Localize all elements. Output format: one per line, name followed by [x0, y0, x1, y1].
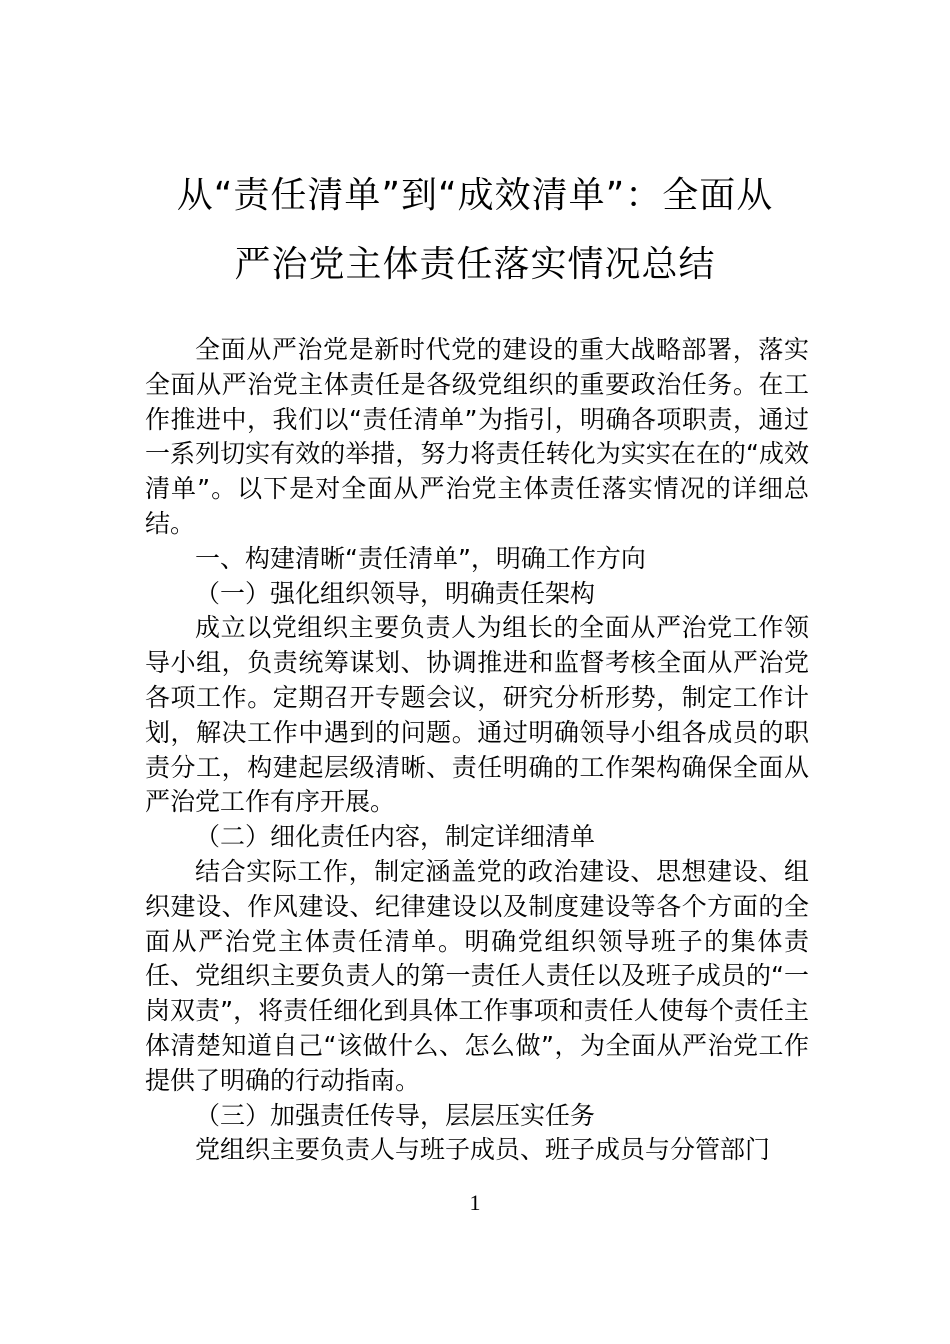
page-number: 1	[469, 1190, 481, 1215]
section-heading-1: 一、构建清晰“责任清单”，明确工作方向	[195, 543, 646, 573]
body-paragraph: 成立以党组织主要负责人为组长的全面从严治党工作领导小组，负责统筹谋划、协调推进和监督考核全面从严治党各项工作。定期召开专题会议，研究分析形势，制定工作计划，解决工作中遇到的问题。通过明确领导小组各成员的职责分工，构建起层级清晰、责任明确的工作架构确保全面从严治党工作有序开展。	[145, 613, 809, 817]
body-paragraph: 党组织主要负责人与班子成员、班子成员与分管部门	[195, 1135, 771, 1165]
body-paragraph: 结合实际工作，制定涵盖党的政治建设、思想建设、组织建设、作风建设、纪律建设以及制度建设等各个方面的全面从严治党主体责任清单。明确党组织领导班子的集体责任、党组织主要负责人的第一责任人责任以及班子成员的“一岗双责”，将责任细化到具体工作事项和责任人使每个责任主体清楚知道自己“该做什么、怎么做”，为全面从严治党工作提供了明确的行动指南。	[145, 856, 809, 1095]
subsection-heading-1: （一）强化组织领导，明确责任架构	[195, 578, 596, 608]
document-title-line-2: 严治党主体责任落实情况总结	[234, 244, 716, 285]
subsection-heading-2: （二）细化责任内容，制定详细清单	[195, 822, 596, 852]
intro-paragraph: 全面从严治党是新时代党的建设的重大战略部署，落实全面从严治党主体责任是各级党组织的重要政治任务。在工作推进中，我们以“责任清单”为指引，明确各项职责，通过一系列切实有效的举措，努力将责任转化为实实在在的“成效清单”。以下是对全面从严治党主体责任落实情况的详细总结。	[145, 335, 809, 538]
document-title-line-1: 从“责任清单”到“成效清单”：全面从	[176, 175, 774, 216]
subsection-heading-3: （三）加强责任传导，层层压实任务	[195, 1100, 596, 1130]
document-body	[145, 333, 809, 1168]
